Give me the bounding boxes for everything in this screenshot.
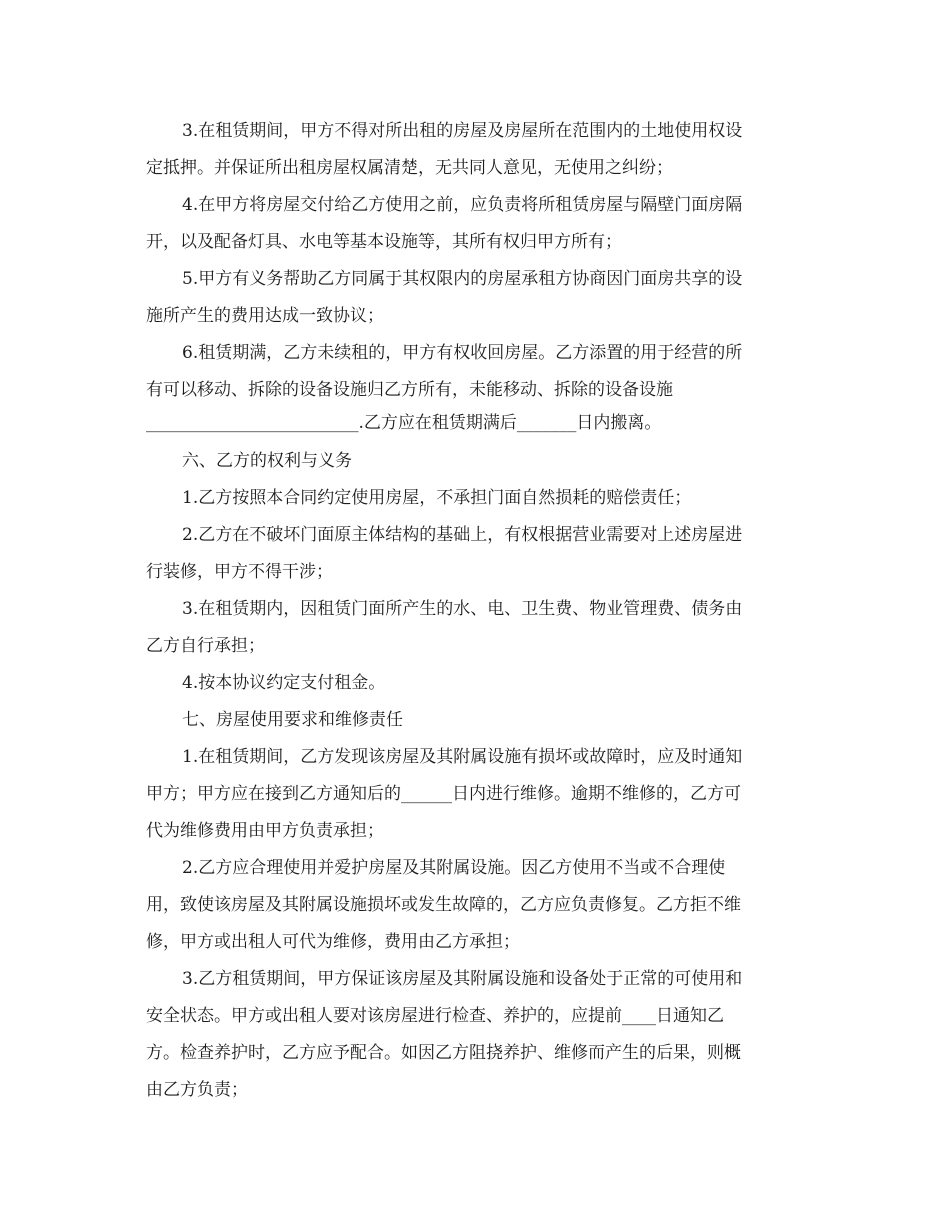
section-7-item-2-line-1: 2.乙方应合理使用并爱护房屋及其附属设施。因乙方使用不当或不合理使 <box>182 858 726 878</box>
section-7-item-2-line-3: 修，甲方或出租人可代为维修，费用由乙方承担； <box>146 932 520 952</box>
section-6-item-3-line-1: 3.在租赁期内，因租赁门面所产生的水、电、卫生费、物业管理费、债务由 <box>182 599 743 619</box>
paragraph-5-line-2: 施所产生的费用达成一致协议； <box>146 306 384 326</box>
section-6-item-2-line-1: 2.乙方在不破坏门面原主体结构的基础上，有权根据营业需要对上述房屋进 <box>182 525 743 545</box>
section-6-heading: 六、乙方的权利与义务 <box>182 451 352 471</box>
section-7-item-3-line-4: 由乙方负责； <box>146 1080 248 1100</box>
paragraph-4-line-1: 4.在甲方将房屋交付给乙方使用之前，应负责将所租赁房屋与隔壁门面房隔 <box>182 195 743 215</box>
section-7-heading: 七、房屋使用要求和维修责任 <box>182 710 403 730</box>
section-7-item-3-line-1: 3.乙方租赁期间，甲方保证该房屋及其附属设施和设备处于正常的可使用和 <box>182 969 743 989</box>
section-6-item-1: 1.乙方按照本合同约定使用房屋，不承担门面自然损耗的赔偿责任； <box>182 488 692 508</box>
paragraph-5-line-1: 5.甲方有义务帮助乙方同属于其权限内的房屋承租方协商因门面房共享的设 <box>182 269 743 289</box>
paragraph-6-line-3: _________________________.乙方应在租赁期满后_______日内搬离。 <box>146 413 662 433</box>
paragraph-3-line-1: 3.在租赁期间，甲方不得对所出租的房屋及房屋所在范围内的土地使用权设 <box>182 121 743 141</box>
paragraph-4-line-2: 开，以及配备灯具、水电等基本设施等，其所有权归甲方所有； <box>146 232 622 252</box>
paragraph-6-line-2: 有可以移动、拆除的设备设施归乙方所有，未能移动、拆除的设备设施 <box>146 380 673 400</box>
section-6-item-3-line-2: 乙方自行承担； <box>146 636 265 656</box>
section-7-item-1-line-3: 代为维修费用由甲方负责承担； <box>146 821 384 841</box>
section-7-item-1-line-1: 1.在租赁期间，乙方发现该房屋及其附属设施有损坏或故障时，应及时通知 <box>182 747 743 767</box>
section-6-item-2-line-2: 行装修，甲方不得干涉； <box>146 562 333 582</box>
section-7-item-1-line-2: 甲方；甲方应在接到乙方通知后的______日内进行维修。逾期不维修的，乙方可 <box>146 784 741 804</box>
section-7-item-2-line-2: 用，致使该房屋及其附属设施损坏或发生故障的，乙方应负责修复。乙方拒不维 <box>146 895 741 915</box>
section-6-item-4: 4.按本协议约定支付租金。 <box>182 673 386 693</box>
paragraph-6-line-1: 6.租赁期满，乙方未续租的，甲方有权收回房屋。乙方添置的用于经营的所 <box>182 343 743 363</box>
section-7-item-3-line-3: 方。检查养护时，乙方应予配合。如因乙方阻挠养护、维修而产生的后果，则概 <box>146 1043 741 1063</box>
paragraph-3-line-2: 定抵押。并保证所出租房屋权属清楚，无共同人意见，无使用之纠纷； <box>146 158 673 178</box>
section-7-item-3-line-2: 安全状态。甲方或出租人要对该房屋进行检查、养护的，应提前____日通知乙 <box>146 1006 724 1026</box>
